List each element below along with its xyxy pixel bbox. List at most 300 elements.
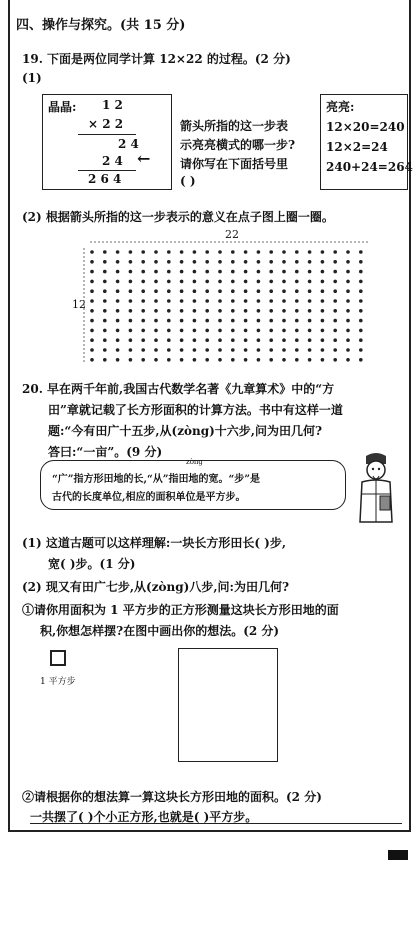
grid-dot[interactable] xyxy=(333,289,337,293)
grid-dot[interactable] xyxy=(167,348,171,352)
grid-dot[interactable] xyxy=(231,280,235,284)
question-line-3: 请你写在下面括号里 xyxy=(180,157,289,171)
grid-dot[interactable] xyxy=(321,250,325,254)
grid-dot[interactable] xyxy=(116,260,120,264)
grid-dot[interactable] xyxy=(129,299,133,303)
grid-dot[interactable] xyxy=(180,289,184,293)
grid-dot[interactable] xyxy=(90,358,94,362)
grid-dot[interactable] xyxy=(257,260,261,264)
grid-dot[interactable] xyxy=(295,289,299,293)
grid-dot[interactable] xyxy=(321,348,325,352)
grid-dot[interactable] xyxy=(103,329,107,333)
q20-line-1: 20. 早在两千年前,我国古代数学名著《九章算术》中的“方 xyxy=(22,382,335,396)
grid-dot[interactable] xyxy=(205,299,209,303)
calc-divider xyxy=(78,134,136,135)
unit-square-label: 1 平方步 xyxy=(40,677,76,687)
grid-dot[interactable] xyxy=(244,280,248,284)
grid-dot[interactable] xyxy=(205,270,209,274)
grid-dot[interactable] xyxy=(103,299,107,303)
grid-dot[interactable] xyxy=(269,270,273,274)
grid-dot[interactable] xyxy=(141,289,145,293)
grid-dot[interactable] xyxy=(90,289,94,293)
bubble-line-1: “广”指方形田地的长,“从”指田地的宽。“步”是 xyxy=(52,474,260,485)
grid-dot[interactable] xyxy=(167,260,171,264)
grid-dot[interactable] xyxy=(218,299,222,303)
grid-dot[interactable] xyxy=(282,338,286,342)
grid-dot[interactable] xyxy=(269,358,273,362)
grid-dot[interactable] xyxy=(231,309,235,313)
q20-sub2: (2) 现又有田广七步,从(zòng)八步,问:为田几何? xyxy=(22,580,289,594)
grid-dot[interactable] xyxy=(308,319,312,323)
grid-dot[interactable] xyxy=(193,250,197,254)
grid-dot[interactable] xyxy=(269,338,273,342)
grid-dot[interactable] xyxy=(129,338,133,342)
grid-dot[interactable] xyxy=(346,250,350,254)
liangliang-line-3: 240+24=264 xyxy=(326,160,413,174)
grid-dot[interactable] xyxy=(103,260,107,264)
grid-dot[interactable] xyxy=(180,280,184,284)
grid-dot[interactable] xyxy=(346,338,350,342)
grid-dot[interactable] xyxy=(231,250,235,254)
grid-dot[interactable] xyxy=(180,358,184,362)
grid-dot[interactable] xyxy=(244,319,248,323)
grid-dot[interactable] xyxy=(90,309,94,313)
grid-dot[interactable] xyxy=(359,319,363,323)
grid-dot[interactable] xyxy=(103,250,107,254)
grid-dot[interactable] xyxy=(359,309,363,313)
grid-dot[interactable] xyxy=(193,260,197,264)
grid-dot[interactable] xyxy=(282,260,286,264)
grid-dot[interactable] xyxy=(321,280,325,284)
grid-dot[interactable] xyxy=(321,299,325,303)
grid-dot[interactable] xyxy=(180,250,184,254)
grid-dot[interactable] xyxy=(167,250,171,254)
liangliang-line-1: 12×20=240 xyxy=(326,120,405,134)
grid-dot[interactable] xyxy=(116,309,120,313)
grid-dot[interactable] xyxy=(244,348,248,352)
grid-dot[interactable] xyxy=(205,319,209,323)
grid-dot[interactable] xyxy=(116,280,120,284)
grid-dot[interactable] xyxy=(321,260,325,264)
grid-dot[interactable] xyxy=(103,348,107,352)
grid-dot[interactable] xyxy=(333,358,337,362)
grid-dot[interactable] xyxy=(205,280,209,284)
grid-dot[interactable] xyxy=(154,260,158,264)
grid-dot[interactable] xyxy=(282,319,286,323)
answer-blank[interactable]: ( ) xyxy=(180,174,196,188)
grid-dot[interactable] xyxy=(129,260,133,264)
grid-dot[interactable] xyxy=(333,260,337,264)
grid-dot[interactable] xyxy=(193,329,197,333)
grid-dot[interactable] xyxy=(90,260,94,264)
grid-dot[interactable] xyxy=(359,280,363,284)
grid-dot[interactable] xyxy=(167,270,171,274)
grid-dot[interactable] xyxy=(154,309,158,313)
grid-dot[interactable] xyxy=(282,280,286,284)
grid-dot[interactable] xyxy=(282,289,286,293)
grid-dot[interactable] xyxy=(333,348,337,352)
grid-dot[interactable] xyxy=(141,299,145,303)
grid-dot[interactable] xyxy=(129,280,133,284)
grid-dot[interactable] xyxy=(321,358,325,362)
grid-dot[interactable] xyxy=(90,299,94,303)
grid-dot[interactable] xyxy=(257,250,261,254)
grid-dot[interactable] xyxy=(257,309,261,313)
grid-dot[interactable] xyxy=(218,348,222,352)
grid-dot[interactable] xyxy=(295,299,299,303)
grid-dot[interactable] xyxy=(333,319,337,323)
grid-dot[interactable] xyxy=(269,348,273,352)
bubble-pinyin: zòng xyxy=(186,458,203,466)
grid-dot[interactable] xyxy=(359,270,363,274)
grid-dot[interactable] xyxy=(218,329,222,333)
grid-dot[interactable] xyxy=(154,329,158,333)
grid-dot[interactable] xyxy=(154,280,158,284)
grid-dot[interactable] xyxy=(141,358,145,362)
grid-dot[interactable] xyxy=(116,319,120,323)
grid-dot[interactable] xyxy=(193,309,197,313)
grid-dot[interactable] xyxy=(346,280,350,284)
grid-dot[interactable] xyxy=(257,358,261,362)
grid-dot[interactable] xyxy=(141,309,145,313)
q20-sub1-line-2: 宽( )步。(1 分) xyxy=(48,557,136,571)
page-corner-marker xyxy=(388,850,408,860)
field-rectangle[interactable] xyxy=(178,648,278,762)
grid-dot[interactable] xyxy=(231,260,235,264)
grid-dot[interactable] xyxy=(321,309,325,313)
grid-dot[interactable] xyxy=(167,289,171,293)
grid-dot[interactable] xyxy=(193,358,197,362)
grid-dot[interactable] xyxy=(180,260,184,264)
grid-dot[interactable] xyxy=(205,348,209,352)
grid-dot[interactable] xyxy=(116,338,120,342)
grid-dot[interactable] xyxy=(257,289,261,293)
grid-dot[interactable] xyxy=(180,338,184,342)
grid-dot[interactable] xyxy=(129,309,133,313)
grid-dot[interactable] xyxy=(205,338,209,342)
grid-dot[interactable] xyxy=(333,299,337,303)
grid-dot[interactable] xyxy=(269,289,273,293)
grid-dot[interactable] xyxy=(257,270,261,274)
grid-dot[interactable] xyxy=(218,338,222,342)
q19-title: 19. 下面是两位同学计算 12×22 的过程。(2 分) xyxy=(22,52,291,66)
grid-dot[interactable] xyxy=(346,348,350,352)
grid-dot[interactable] xyxy=(103,280,107,284)
arrow-icon: ← xyxy=(137,149,151,168)
grid-dot[interactable] xyxy=(308,270,312,274)
grid-dot[interactable] xyxy=(244,358,248,362)
grid-dot[interactable] xyxy=(116,299,120,303)
grid-dot[interactable] xyxy=(218,319,222,323)
grid-dot[interactable] xyxy=(333,280,337,284)
grid-dot[interactable] xyxy=(129,250,133,254)
grid-dot[interactable] xyxy=(244,289,248,293)
grid-dot[interactable] xyxy=(257,280,261,284)
grid-dot[interactable] xyxy=(218,309,222,313)
q19-part1-label: (1) xyxy=(22,71,42,85)
grid-dot[interactable] xyxy=(282,329,286,333)
grid-dot[interactable] xyxy=(244,309,248,313)
grid-dot[interactable] xyxy=(129,358,133,362)
grid-dot[interactable] xyxy=(346,299,350,303)
liangliang-name: 亮亮: xyxy=(326,100,355,114)
grid-dot[interactable] xyxy=(103,309,107,313)
grid-dot[interactable] xyxy=(308,289,312,293)
grid-dot[interactable] xyxy=(359,250,363,254)
grid-dot[interactable] xyxy=(180,299,184,303)
grid-dot[interactable] xyxy=(257,299,261,303)
grid-dot[interactable] xyxy=(231,358,235,362)
grid-dot[interactable] xyxy=(141,338,145,342)
grid-dot[interactable] xyxy=(321,270,325,274)
grid-dot[interactable] xyxy=(154,299,158,303)
grid-dot[interactable] xyxy=(205,329,209,333)
grid-dot[interactable] xyxy=(116,348,120,352)
grid-dot[interactable] xyxy=(308,358,312,362)
grid-dot[interactable] xyxy=(308,250,312,254)
grid-dot[interactable] xyxy=(103,338,107,342)
grid-dot[interactable] xyxy=(180,329,184,333)
question-line-1: 箭头所指的这一步表 xyxy=(180,119,289,133)
grid-dot[interactable] xyxy=(116,289,120,293)
grid-dot[interactable] xyxy=(103,289,107,293)
final-answer[interactable]: 一共摆了( )个小正方形,也就是( )平方步。 xyxy=(30,810,258,824)
grid-dot[interactable] xyxy=(141,260,145,264)
grid-dot[interactable] xyxy=(269,250,273,254)
grid-dot[interactable] xyxy=(282,270,286,274)
grid-dot[interactable] xyxy=(218,280,222,284)
grid-dot[interactable] xyxy=(193,319,197,323)
q20-sub2a-line-2: 积,你想怎样摆?在图中画出你的想法。(2 分) xyxy=(40,624,280,638)
grid-dot[interactable] xyxy=(167,358,171,362)
grid-dot[interactable] xyxy=(295,270,299,274)
grid-dot[interactable] xyxy=(346,260,350,264)
grid-dot[interactable] xyxy=(205,289,209,293)
grid-dot[interactable] xyxy=(90,280,94,284)
grid-dot[interactable] xyxy=(333,329,337,333)
grid-dot[interactable] xyxy=(116,329,120,333)
grid-dot[interactable] xyxy=(359,299,363,303)
grid-dot[interactable] xyxy=(308,329,312,333)
grid-dot[interactable] xyxy=(244,270,248,274)
grid-dot[interactable] xyxy=(295,280,299,284)
grid-dot[interactable] xyxy=(154,250,158,254)
grid-dot[interactable] xyxy=(295,309,299,313)
grid-dot[interactable] xyxy=(218,260,222,264)
grid-dot[interactable] xyxy=(295,260,299,264)
grid-dot[interactable] xyxy=(269,260,273,264)
grid-dot[interactable] xyxy=(321,329,325,333)
grid-dot[interactable] xyxy=(359,289,363,293)
grid-dot[interactable] xyxy=(257,319,261,323)
grid-dot[interactable] xyxy=(282,250,286,254)
grid-dot[interactable] xyxy=(90,348,94,352)
section-title: 四、操作与探究。(共 15 分) xyxy=(16,18,186,33)
grid-dot[interactable] xyxy=(295,338,299,342)
grid-dot[interactable] xyxy=(308,338,312,342)
grid-dot[interactable] xyxy=(295,250,299,254)
grid-dot[interactable] xyxy=(193,289,197,293)
grid-dot[interactable] xyxy=(116,358,120,362)
grid-dot[interactable] xyxy=(116,270,120,274)
grid-dot[interactable] xyxy=(257,338,261,342)
grid-dot[interactable] xyxy=(141,329,145,333)
grid-dot[interactable] xyxy=(167,338,171,342)
grid-dot[interactable] xyxy=(321,338,325,342)
grid-dot[interactable] xyxy=(231,289,235,293)
grid-dot[interactable] xyxy=(193,270,197,274)
grid-dot[interactable] xyxy=(154,289,158,293)
grid-dot[interactable] xyxy=(231,338,235,342)
grid-dot[interactable] xyxy=(167,280,171,284)
grid-dot[interactable] xyxy=(295,358,299,362)
dot-grid[interactable] xyxy=(80,238,380,368)
grid-dot[interactable] xyxy=(295,329,299,333)
jingjing-row2: × 2 2 xyxy=(88,117,124,131)
grid-dot[interactable] xyxy=(90,338,94,342)
grid-dot[interactable] xyxy=(346,358,350,362)
grid-dot[interactable] xyxy=(269,309,273,313)
grid-dot[interactable] xyxy=(103,358,107,362)
grid-dot[interactable] xyxy=(244,329,248,333)
grid-dot[interactable] xyxy=(346,289,350,293)
grid-dot[interactable] xyxy=(231,319,235,323)
grid-dot[interactable] xyxy=(218,358,222,362)
jingjing-name: 晶晶: xyxy=(48,100,77,114)
grid-dot[interactable] xyxy=(218,289,222,293)
grid-dot[interactable] xyxy=(218,270,222,274)
grid-dot[interactable] xyxy=(244,338,248,342)
grid-dot[interactable] xyxy=(129,289,133,293)
grid-dot[interactable] xyxy=(167,299,171,303)
grid-dot[interactable] xyxy=(359,338,363,342)
grid-dot[interactable] xyxy=(308,299,312,303)
grid-dot[interactable] xyxy=(154,338,158,342)
grid-dot[interactable] xyxy=(180,270,184,274)
grid-dot[interactable] xyxy=(359,358,363,362)
grid-dot[interactable] xyxy=(129,270,133,274)
grid-top-label: 22 xyxy=(225,228,239,241)
grid-dot[interactable] xyxy=(205,309,209,313)
grid-dot[interactable] xyxy=(129,319,133,323)
grid-dot[interactable] xyxy=(141,280,145,284)
grid-dot[interactable] xyxy=(282,309,286,313)
q20-line-4: 答曰:“一亩”。(9 分) xyxy=(48,445,163,459)
grid-dot[interactable] xyxy=(269,299,273,303)
grid-dot[interactable] xyxy=(359,348,363,352)
grid-dot[interactable] xyxy=(269,329,273,333)
grid-dot[interactable] xyxy=(90,250,94,254)
grid-dot[interactable] xyxy=(218,250,222,254)
q20-sub1-line-1: (1) 这道古题可以这样理解:一块长方形田长( )步, xyxy=(22,536,287,550)
grid-dot[interactable] xyxy=(244,250,248,254)
grid-dot[interactable] xyxy=(154,270,158,274)
grid-dot[interactable] xyxy=(282,299,286,303)
grid-dot[interactable] xyxy=(167,329,171,333)
grid-dot[interactable] xyxy=(282,358,286,362)
bubble-line-2: 古代的长度单位,相应的面积单位是平方步。 xyxy=(52,492,246,503)
grid-dot[interactable] xyxy=(321,289,325,293)
grid-dot[interactable] xyxy=(308,280,312,284)
grid-dot[interactable] xyxy=(167,319,171,323)
grid-dot[interactable] xyxy=(193,280,197,284)
unit-square xyxy=(50,650,66,666)
grid-dot[interactable] xyxy=(193,338,197,342)
grid-dot[interactable] xyxy=(205,260,209,264)
grid-dot[interactable] xyxy=(333,309,337,313)
q20-sub2a-line-1: ①请你用面积为 1 平方步的正方形测量这块长方形田地的面 xyxy=(22,603,339,617)
grid-dot[interactable] xyxy=(257,348,261,352)
grid-dot[interactable] xyxy=(90,319,94,323)
q20-line-3: 题:“今有田广十五步,从(zòng)十六步,问为田几何? xyxy=(48,424,323,438)
grid-dot[interactable] xyxy=(154,348,158,352)
grid-dot[interactable] xyxy=(90,270,94,274)
grid-dot[interactable] xyxy=(129,348,133,352)
grid-dot[interactable] xyxy=(359,329,363,333)
grid-dot[interactable] xyxy=(321,319,325,323)
grid-dot[interactable] xyxy=(205,358,209,362)
grid-dot[interactable] xyxy=(333,270,337,274)
scholar-character-icon xyxy=(352,450,400,526)
grid-dot[interactable] xyxy=(231,270,235,274)
grid-dot[interactable] xyxy=(116,250,120,254)
grid-dot[interactable] xyxy=(90,329,94,333)
grid-dot[interactable] xyxy=(167,309,171,313)
grid-dot[interactable] xyxy=(308,309,312,313)
grid-dot[interactable] xyxy=(346,319,350,323)
grid-dot[interactable] xyxy=(333,338,337,342)
grid-dot[interactable] xyxy=(141,319,145,323)
grid-dot[interactable] xyxy=(257,329,261,333)
grid-dot[interactable] xyxy=(141,270,145,274)
grid-dot[interactable] xyxy=(129,329,133,333)
grid-dot[interactable] xyxy=(295,319,299,323)
grid-dot[interactable] xyxy=(244,299,248,303)
grid-dot[interactable] xyxy=(205,250,209,254)
grid-dot[interactable] xyxy=(141,348,145,352)
question-line-2: 示亮亮横式的哪一步? xyxy=(180,138,296,152)
grid-dot[interactable] xyxy=(282,348,286,352)
grid-dot[interactable] xyxy=(141,250,145,254)
grid-dot[interactable] xyxy=(359,260,363,264)
grid-dot[interactable] xyxy=(346,309,350,313)
grid-dot[interactable] xyxy=(346,270,350,274)
grid-dot[interactable] xyxy=(269,319,273,323)
grid-dot[interactable] xyxy=(180,309,184,313)
grid-dot[interactable] xyxy=(154,358,158,362)
grid-dot[interactable] xyxy=(308,260,312,264)
grid-dot[interactable] xyxy=(103,270,107,274)
grid-dot[interactable] xyxy=(231,348,235,352)
grid-dot[interactable] xyxy=(193,348,197,352)
grid-dot[interactable] xyxy=(193,299,197,303)
grid-dot[interactable] xyxy=(269,280,273,284)
grid-dot[interactable] xyxy=(154,319,158,323)
grid-dot[interactable] xyxy=(244,260,248,264)
grid-dot[interactable] xyxy=(180,348,184,352)
calc-divider xyxy=(78,170,136,171)
jingjing-row3: 2 4 xyxy=(118,137,139,151)
grid-dot[interactable] xyxy=(103,319,107,323)
grid-dot[interactable] xyxy=(308,348,312,352)
grid-dot[interactable] xyxy=(231,329,235,333)
grid-dot[interactable] xyxy=(295,348,299,352)
grid-side-label: 12 xyxy=(72,298,86,311)
grid-dot[interactable] xyxy=(346,329,350,333)
grid-dot[interactable] xyxy=(333,250,337,254)
grid-dot[interactable] xyxy=(180,319,184,323)
grid-dot[interactable] xyxy=(231,299,235,303)
